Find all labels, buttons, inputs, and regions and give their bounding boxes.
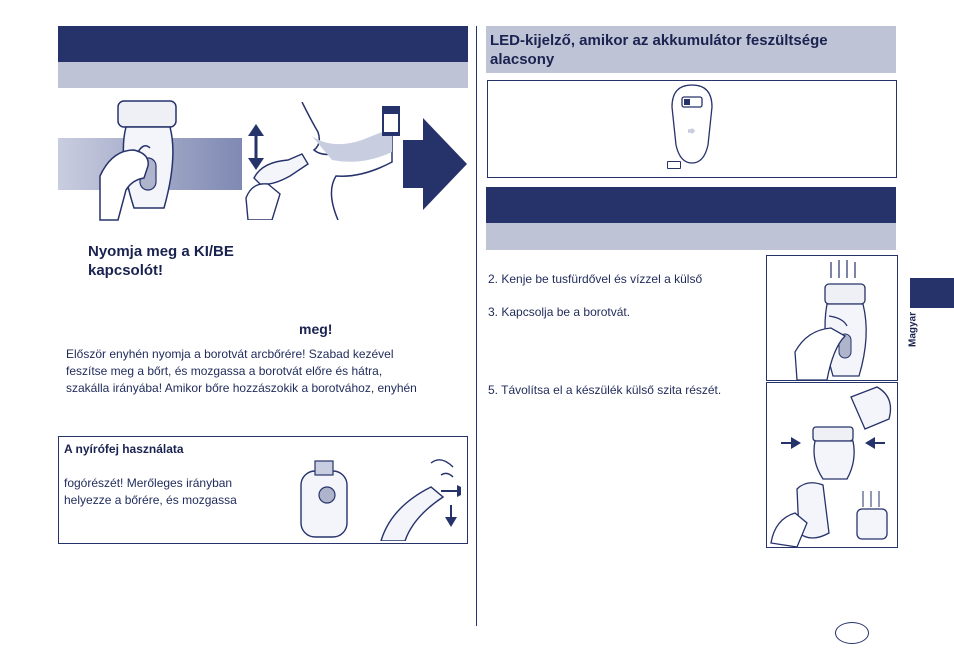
paragraph-line: szakálla irányába! Amikor bőre hozzászokik a borotvához, enyhén (66, 381, 417, 395)
remove-outer-foil-illustration (766, 382, 898, 548)
press-power-button-heading: Nyomja meg a KI/BE kapcsolót! (88, 243, 234, 279)
step-2-text: 2. Kenje be tusfürdővel és vízzel a külső (488, 272, 703, 286)
left-section-header-band (58, 26, 468, 62)
led-heading: LED-kijelző, amikor az akkumulátor feszültsége alacsony (490, 32, 828, 68)
step-5-text: 5. Távolítsa el a készülék külső szita részét. (488, 383, 722, 397)
language-tab-label: Magyar (907, 312, 919, 348)
led-heading-band (486, 26, 896, 73)
step-3-text: 3. Kapcsolja be a borotvát. (488, 305, 631, 319)
trimmer-illustration (281, 457, 461, 541)
turn-on-shaver-illustration (766, 255, 898, 381)
right-section-header-band (486, 187, 896, 223)
paragraph-line: Először enyhén nyomja a borotvát arcbőrére! Szabad kezével (66, 347, 394, 361)
shaving-instructions-paragraph (66, 346, 466, 397)
next-step-arrow-icon (403, 118, 467, 210)
left-subheader-band (58, 62, 468, 88)
paragraph-line: feszítse meg a bőrt, és mozgassa a borotvát előre és hátra, (66, 364, 383, 378)
meg-heading: meg! (299, 321, 333, 337)
right-subheader-band (486, 223, 896, 250)
trimmer-usage-box (58, 436, 468, 544)
led-indicator-icon (667, 161, 681, 169)
page-number-oval (835, 622, 869, 644)
led-display-box (487, 80, 897, 178)
trimmer-box-text (64, 475, 274, 509)
column-divider (476, 26, 477, 626)
shaver-in-hand-illustration (98, 98, 198, 228)
shaver-led-illustration (666, 83, 718, 165)
trimmer-line: fogórészét! Merőleges irányban (64, 476, 233, 490)
trimmer-box-title: A nyírófej használata (64, 442, 184, 456)
face-shaving-illustration (242, 102, 406, 220)
language-side-tab (910, 278, 954, 308)
trimmer-line: helyezze a bőrére, és mozgassa (64, 493, 237, 507)
